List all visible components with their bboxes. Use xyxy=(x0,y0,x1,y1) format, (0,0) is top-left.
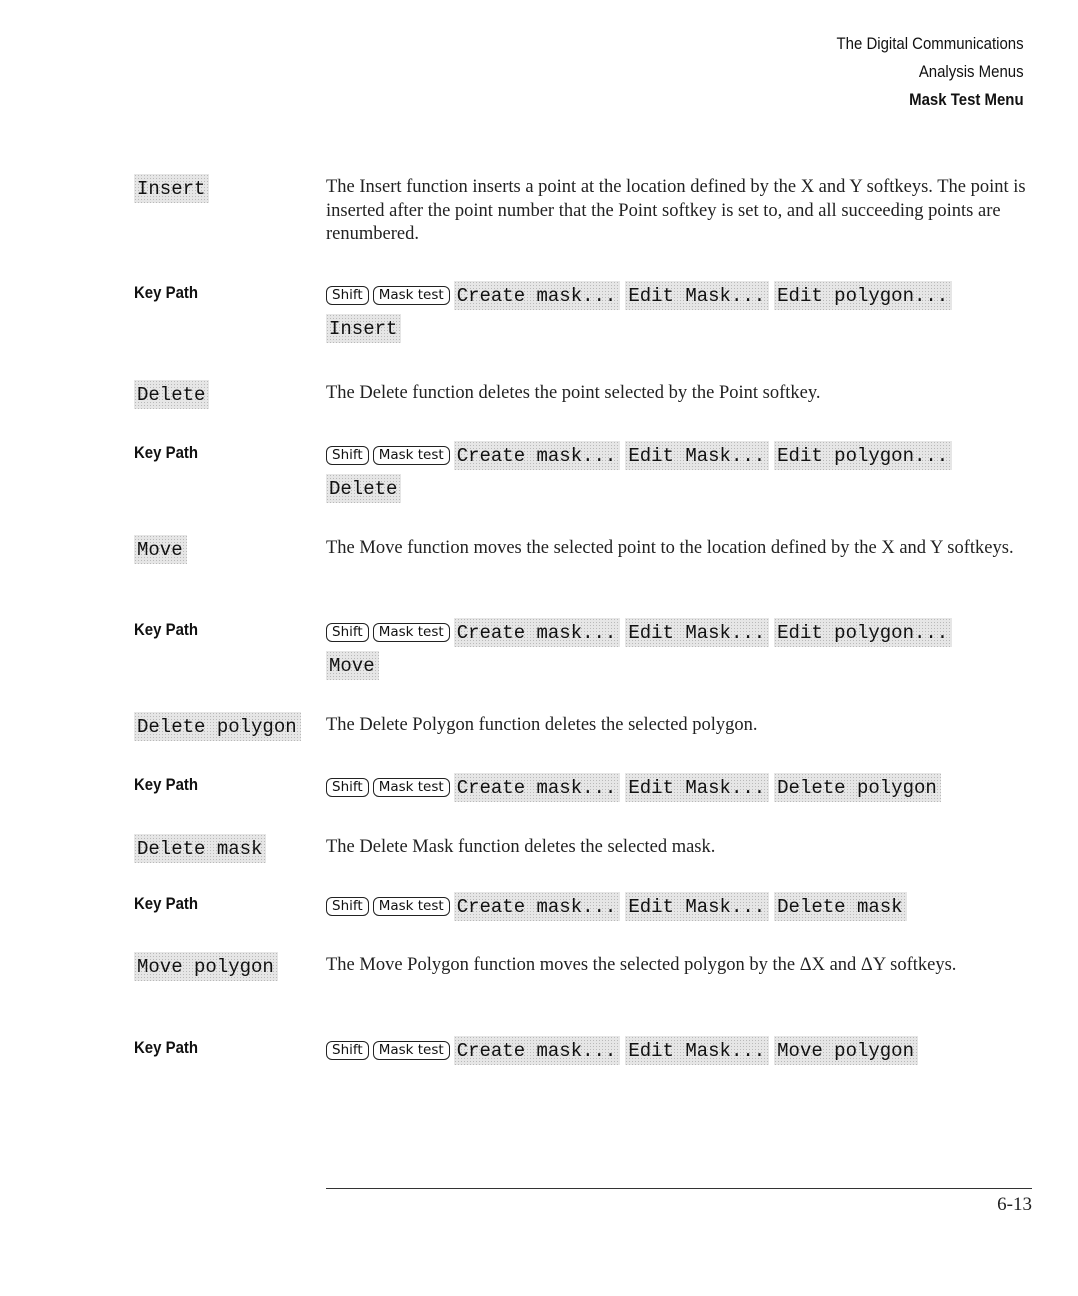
key-path-delete-polygon xyxy=(326,770,1026,803)
delete-polygon-description: The Delete Polygon function deletes the selected polygon. xyxy=(326,715,758,735)
hardkey-mask-test: Mask test xyxy=(373,1041,450,1060)
softkey-delete: Delete xyxy=(326,474,401,503)
hardkey-mask-test: Mask test xyxy=(373,446,450,465)
softkey-move: Move xyxy=(326,651,379,680)
move-description: The Move function moves the selected point to the location defined by the X and Y softkeys. xyxy=(326,538,1014,558)
hardkey-shift: Shift xyxy=(326,446,369,465)
softkey-create-mask: Create mask... xyxy=(454,773,621,802)
hardkey-mask-test: Mask test xyxy=(373,623,450,642)
running-header xyxy=(811,30,1024,114)
softkey-edit-mask: Edit Mask... xyxy=(625,281,769,310)
hardkey-shift: Shift xyxy=(326,623,369,642)
softkey-create-mask: Create mask... xyxy=(454,281,621,310)
softkey-edit-mask: Edit Mask... xyxy=(625,773,769,802)
key-path-delete-mask xyxy=(326,889,1026,922)
header-chapter-title: The Digital Communications xyxy=(836,34,1024,53)
key-path-move-polygon xyxy=(326,1033,1026,1066)
softkey-edit-mask: Edit Mask... xyxy=(625,618,769,647)
softkey-insert: Insert xyxy=(326,314,401,343)
key-path-label: Key Path xyxy=(134,894,199,913)
delete-description: The Delete function deletes the point selected by the Point softkey. xyxy=(326,383,821,403)
softkey-heading-delete-mask: Delete mask xyxy=(134,834,266,863)
hardkey-shift: Shift xyxy=(326,778,369,797)
key-path-label: Key Path xyxy=(134,443,199,462)
hardkey-mask-test: Mask test xyxy=(373,897,450,916)
hardkey-mask-test: Mask test xyxy=(373,778,450,797)
softkey-heading-insert: Insert xyxy=(134,174,209,203)
key-path-label: Key Path xyxy=(134,775,199,794)
softkey-create-mask: Create mask... xyxy=(454,441,621,470)
hardkey-mask-test: Mask test xyxy=(373,286,450,305)
softkey-edit-polygon: Edit polygon... xyxy=(774,618,952,647)
softkey-delete-mask: Delete mask xyxy=(774,892,906,921)
footer-rule xyxy=(326,1188,1032,1189)
delete-mask-description: The Delete Mask function deletes the selected mask. xyxy=(326,837,716,857)
softkey-edit-polygon: Edit polygon... xyxy=(774,281,952,310)
softkey-heading-move-polygon: Move polygon xyxy=(134,952,278,981)
hardkey-shift: Shift xyxy=(326,897,369,916)
softkey-edit-mask: Edit Mask... xyxy=(625,1036,769,1065)
header-chapter-subtitle: Analysis Menus xyxy=(919,62,1024,81)
header-section-title: Mask Test Menu xyxy=(909,90,1024,109)
key-path-label: Key Path xyxy=(134,283,199,302)
softkey-move-polygon: Move polygon xyxy=(774,1036,918,1065)
softkey-create-mask: Create mask... xyxy=(454,618,621,647)
softkey-edit-polygon: Edit polygon... xyxy=(774,441,952,470)
key-path-insert xyxy=(326,278,1026,344)
page-number: 6-13 xyxy=(997,1194,1032,1215)
softkey-create-mask: Create mask... xyxy=(454,892,621,921)
softkey-heading-delete-polygon: Delete polygon xyxy=(134,712,301,741)
hardkey-shift: Shift xyxy=(326,1041,369,1060)
insert-description: The Insert function inserts a point at the location defined by the X and Y softkeys. The point is inserted after the point number that the Point softkey is set to, and all succeeding points are renumbered. xyxy=(326,177,1026,244)
key-path-label: Key Path xyxy=(134,620,199,639)
softkey-create-mask: Create mask... xyxy=(454,1036,621,1065)
move-polygon-description: The Move Polygon function moves the selected polygon by the ΔX and ΔY softkeys. xyxy=(326,955,957,975)
key-path-move xyxy=(326,615,1026,681)
key-path-label: Key Path xyxy=(134,1038,199,1057)
key-path-delete xyxy=(326,438,1026,504)
softkey-heading-delete: Delete xyxy=(134,380,209,409)
softkey-edit-mask: Edit Mask... xyxy=(625,441,769,470)
softkey-heading-move: Move xyxy=(134,535,187,564)
softkey-delete-polygon: Delete polygon xyxy=(774,773,941,802)
softkey-edit-mask: Edit Mask... xyxy=(625,892,769,921)
hardkey-shift: Shift xyxy=(326,286,369,305)
